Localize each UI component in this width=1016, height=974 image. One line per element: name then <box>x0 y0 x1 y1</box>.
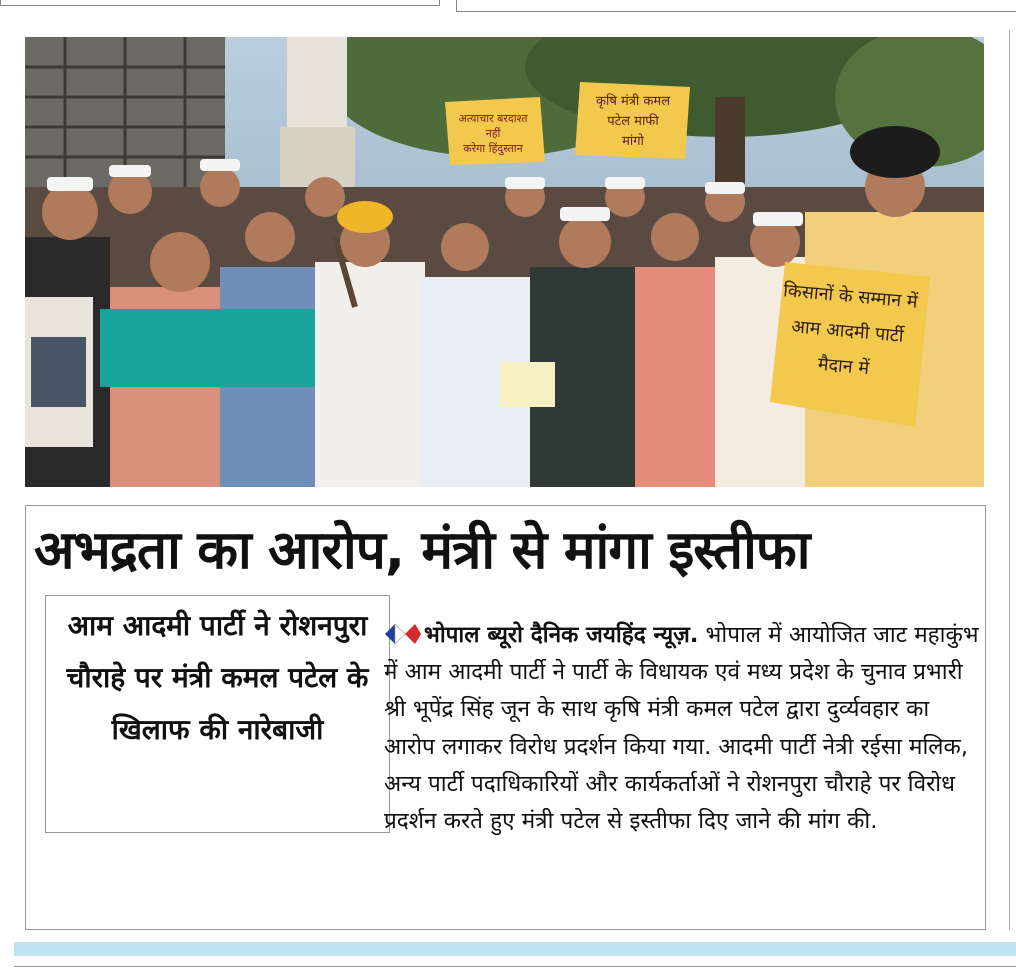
news-photo <box>25 37 984 487</box>
svg-text:मैदान में: मैदान में <box>816 353 871 380</box>
svg-text:नहीं: नहीं <box>485 127 501 140</box>
svg-text:आम आदमी पार्टी: आम आदमी पार्टी <box>790 316 905 347</box>
top-frame-left <box>0 0 440 6</box>
article-body <box>34 617 979 840</box>
svg-text:मांगो: मांगो <box>622 134 644 149</box>
svg-text:किसानों के सम्मान में: किसानों के सम्मान में <box>782 280 919 313</box>
news-article <box>25 505 986 930</box>
svg-text:पटेल माफी: पटेल माफी <box>607 114 659 129</box>
svg-text:करेगा हिंदुस्तान: करेगा हिंदुस्तान <box>463 142 523 155</box>
article-headline: अभद्रता का आरोप, मंत्री से मांगा इस्तीफा <box>34 520 810 581</box>
pullquote-spacer <box>34 617 384 839</box>
footer-band <box>14 942 1016 956</box>
article-body-text: भोपाल में आयोजित जाट महाकुंभ में आम आदमी पार्टी ने पार्टी के विधायक एवं मध्य प्रदेश के चुनाव प्रभारी श्री भूपेंद्र सिंह जून के साथ कृषि मंत्री कमल पटेल द्वारा दुर्व्यवहार का आरोप लगाकर विरोध प्रदर्शन किया गया. आदमी पार्टी नेत्री रईसा मलिक, अन्य पार्टी पदाधिकारियों और कार्यकर्ताओं ने रोशनपुरा चौराहे पर विरोध प्रदर्शन करते हुए मंत्री पटेल से इस्तीफा दिए जाने की मांग की. <box>384 622 979 835</box>
article-dateline: भोपाल ब्यूरो दैनिक जयहिंद न्यूज़. <box>424 622 699 648</box>
svg-text:कृषि मंत्री कमल: कृषि मंत्री कमल <box>595 94 671 109</box>
svg-text:अत्याचार बरदाश्त: अत्याचार बरदाश्त <box>458 112 528 125</box>
footer-rule <box>14 966 1016 967</box>
top-frame-right <box>456 0 1016 12</box>
pullquote-box: आम आदमी पार्टी ने रोशनपुरा चौराहे पर मंत्री कमल पटेल के खिलाफ की नारेबाजी <box>45 595 390 833</box>
next-column-edge <box>1009 30 1016 930</box>
diamond-bullet-icon <box>384 623 422 645</box>
